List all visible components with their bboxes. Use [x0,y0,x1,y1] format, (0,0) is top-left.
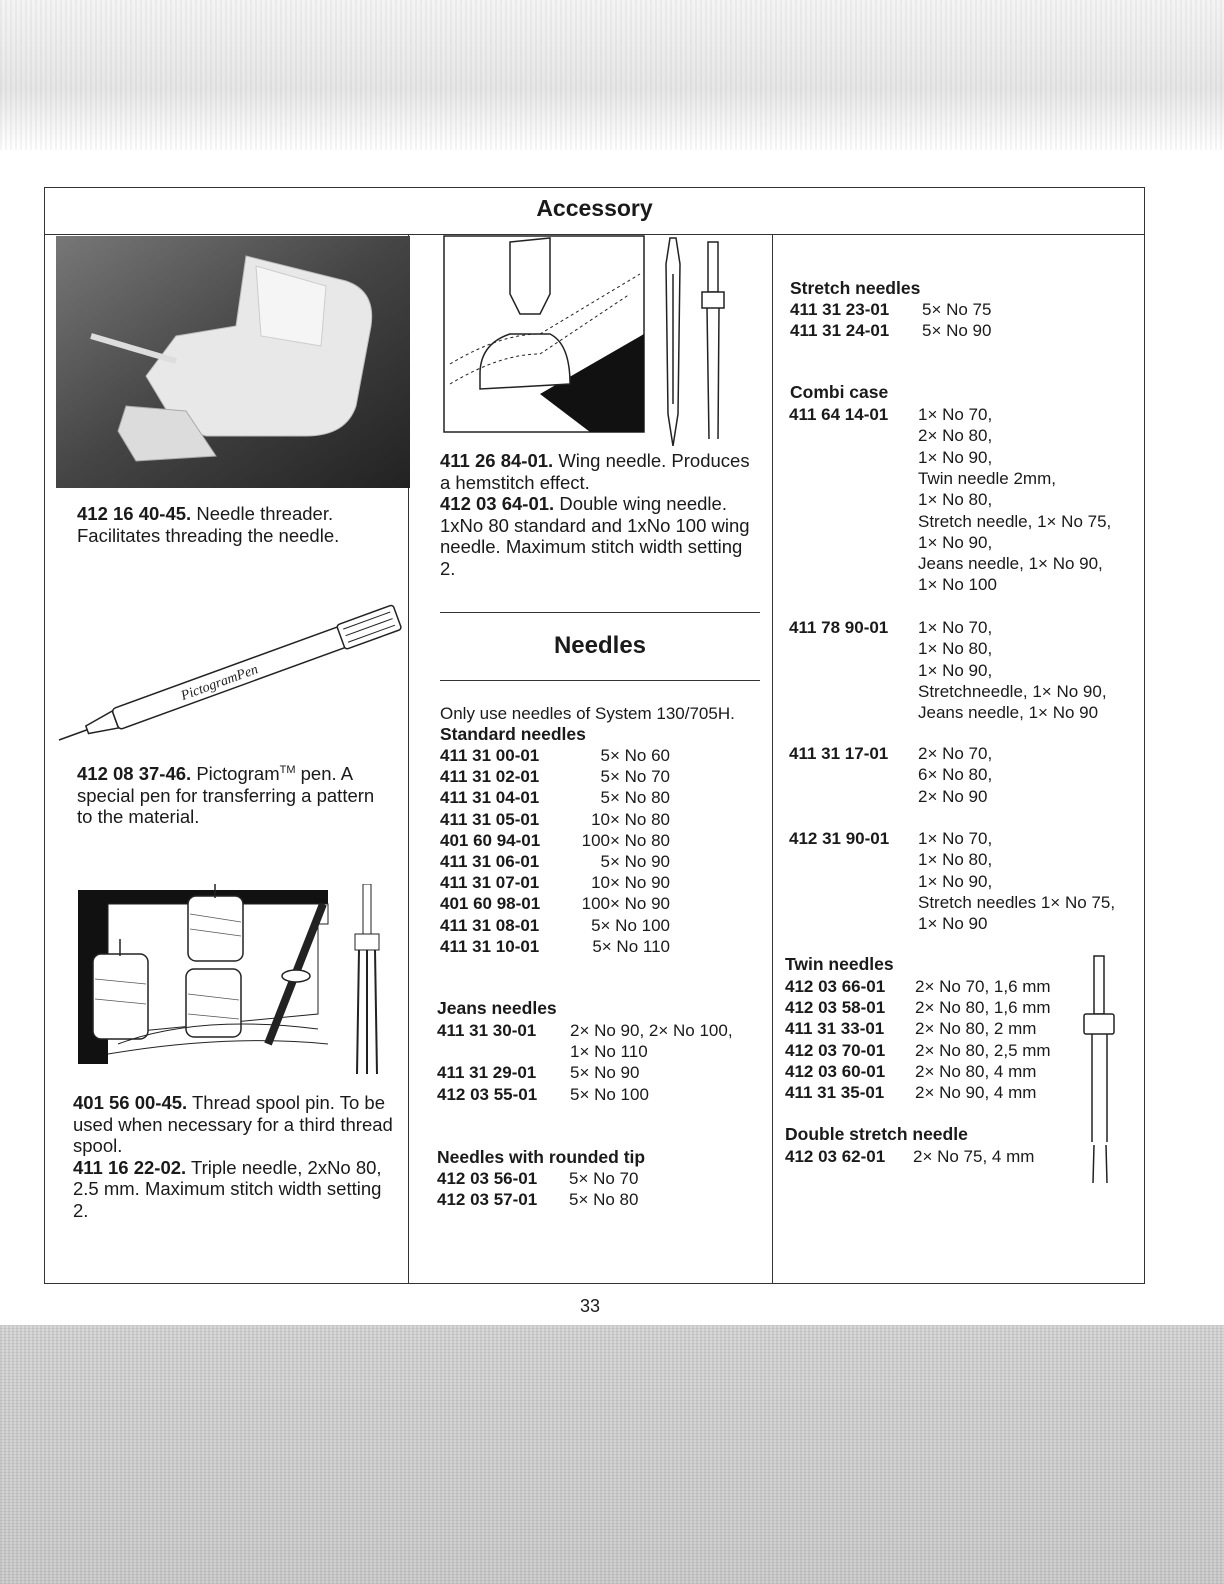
pictogram-pen-caption [77,760,389,828]
part-number: 411 31 10-01 [440,936,540,956]
combi-content-line: Stretch needles 1× No 75, [918,892,1116,912]
part-number: 412 03 70-01 [785,1040,886,1060]
part-number: 411 31 00-01 [440,746,540,765]
part-number: 412 03 60-01 [785,1061,886,1081]
standard-needles-title: Standard needles [440,724,586,744]
needle-row [785,1061,1115,1082]
part-number: 412 03 55-01 [437,1084,538,1104]
quantity-size: 5× No 90 [570,1063,640,1083]
pictogram-pen-text-a: Pictogram [196,763,280,785]
needle-row [790,299,1120,320]
quantity-size: 5× No 75 [922,300,992,319]
pictogram-pen-code: 412 08 37-46. [77,763,192,785]
quantity-size: 5× No 80 [600,788,670,808]
needles-rule-bottom [440,680,760,681]
double-stretch-title: Double stretch needle [785,1124,968,1144]
combi-part-number: 411 31 17-01 [789,744,889,763]
needle-row [440,745,770,766]
quantity-size: 5× No 100 [570,1084,649,1104]
needle-row [440,872,770,893]
needle-row [785,997,1115,1018]
part-number: 412 03 62-01 [785,1147,886,1166]
quantity-size: 5× No 70 [569,1169,639,1188]
triple-needle-code: 411 16 22-02. [73,1156,187,1178]
combi-content-line: Jeans needle, 1× No 90, [918,554,1103,574]
needle-row [785,1018,1115,1039]
pen-label: PictogramPen [179,662,261,704]
scan-bottom-margin [0,1325,1224,1584]
part-number: 411 31 33-01 [785,1019,885,1039]
quantity-size: 5× No 90 [600,852,670,871]
pictogram-pen-text-b: pen. A special pen for transferring a pattern to the material. [77,763,375,828]
combi-content-line: 1× No 90, [918,532,993,552]
combi-part-number: 411 64 14-01 [789,405,889,424]
part-number: 412 03 66-01 [785,977,886,996]
part-number: 412 03 57-01 [437,1190,538,1210]
double-wing-text: Double wing needle. 1xNo 80 standard and 1xNo 100 wing needle. Maximum stitch width setting 2. [440,493,750,579]
needle-row [440,830,770,851]
page-number: 33 [579,1296,601,1316]
rounded-tip-title: Needles with rounded tip [437,1147,646,1167]
quantity-size: 2× No 75, 4 mm [913,1147,1035,1166]
pictogram-pen-image [55,598,411,744]
quantity-size: 2× No 90, 2× No 100, [570,1021,733,1040]
combi-content-line: Stretchneedle, 1× No 90, [918,681,1107,701]
quantity-size: 2× No 80, 2,5 mm [915,1040,1051,1060]
needle-row [440,851,770,872]
double-wing-code: 412 03 64-01. [440,493,555,514]
part-number: 401 60 94-01 [440,830,541,850]
part-number: 411 31 04-01 [440,788,540,808]
combi-part-number: 411 78 90-01 [789,618,889,637]
needle-row [440,893,770,914]
combi-content-line: 1× No 90, [918,660,993,680]
part-number: 411 31 07-01 [440,873,540,893]
quantity-size: 100× No 90 [581,894,670,914]
wing-needle-text: Wing needle. Produces a hemstitch effect. [440,450,750,493]
system-note: Only use needles of System 130/705H. [440,704,735,723]
needles-rule-top [440,612,760,613]
part-number: 411 31 08-01 [440,915,540,935]
combi-part-number: 412 31 90-01 [789,829,890,848]
quantity-size: 2× No 80, 4 mm [915,1061,1037,1081]
twin-needle-icon [1080,954,1120,1144]
needle-row [437,1084,767,1105]
quantity-size: 5× No 100 [591,915,670,935]
needle-row [785,1146,1115,1167]
part-number: 401 60 98-01 [440,894,541,914]
quantity-size: 1× No 110 [570,1042,648,1062]
part-number: 411 31 02-01 [440,767,540,787]
combi-content-line: 1× No 70, [918,618,993,637]
part-number: 411 31 24-01 [790,321,890,341]
spool-pin-caption [73,1092,393,1221]
combi-content-line: 1× No 80, [918,490,993,510]
quantity-size: 5× No 80 [569,1190,639,1210]
trademark: TM [279,764,296,776]
wing-needle-image [440,234,740,446]
needle-row [437,1020,767,1041]
thread-spool-image [78,884,390,1074]
column-divider-2 [772,234,773,1284]
needle-row [437,1168,767,1189]
quantity-size: 100× No 80 [581,830,670,850]
needle-row [785,1040,1115,1061]
part-number: 411 31 05-01 [440,809,540,829]
combi-content-line: 1× No 70, [918,405,993,424]
combi-content-line: 2× No 70, [918,744,993,763]
combi-content-line: 1× No 90, [918,871,993,891]
part-number: 412 03 58-01 [785,998,886,1018]
quantity-size: 2× No 90, 4 mm [915,1083,1037,1102]
quantity-size: 10× No 80 [591,809,670,829]
quantity-size: 2× No 80, 2 mm [915,1019,1037,1039]
needle-row [785,1082,1115,1103]
part-number: 412 03 56-01 [437,1169,538,1188]
needles-heading: Needles [553,632,647,659]
wing-needle-code: 411 26 84-01. [440,450,554,471]
part-number: 411 31 35-01 [785,1083,885,1102]
quantity-size: 5× No 110 [592,936,670,956]
part-number: 411 31 23-01 [790,300,890,319]
combi-case-title: Combi case [790,382,889,402]
twin-needles-title: Twin needles [785,954,894,974]
double-stretch-needle-icon [1085,1145,1115,1185]
combi-content-line: Stretch needle, 1× No 75, [918,511,1112,531]
combi-content-line: 6× No 80, [918,765,993,785]
needle-row [437,1041,767,1062]
quantity-size: 5× No 70 [600,767,670,787]
combi-content-line: 1× No 100 [918,575,997,595]
quantity-size: 2× No 70, 1,6 mm [915,977,1051,996]
needle-row [440,787,770,808]
combi-content-line: 1× No 90 [918,914,988,934]
needle-row [437,1189,767,1210]
needle-row [437,1062,767,1083]
page-title: Accessory [536,195,653,221]
jeans-needles-title: Jeans needles [437,998,557,1018]
quantity-size: 2× No 80, 1,6 mm [915,998,1051,1018]
needle-threader-image [56,236,410,488]
part-number: 411 31 30-01 [437,1021,537,1040]
combi-content-line: 1× No 90, [918,447,993,467]
quantity-size: 10× No 90 [591,873,670,893]
needle-row [440,915,770,936]
spool-pin-code: 401 56 00-45. [73,1092,188,1113]
triple-needle-text: Triple needle, 2xNo 80, 2.5 mm. Maximum stitch width setting 2. [73,1156,382,1221]
combi-content-line: 2× No 80, [918,426,993,446]
part-number: 411 31 06-01 [440,852,540,871]
quantity-size: 5× No 60 [600,746,670,765]
combi-content-line: 2× No 90 [918,786,988,806]
needle-row [440,809,770,830]
spool-pin-text: Thread spool pin. To be used when necessary for a third thread spool. [73,1092,393,1156]
needle-threader-text: Needle threader. Facilitates threading the needle. [77,503,340,546]
needle-threader-code: 412 16 40-45. [77,503,192,524]
needle-row [790,320,1120,341]
needle-row [440,936,770,957]
scan-top-margin [0,0,1224,150]
part-number: 411 31 29-01 [437,1063,537,1083]
needle-row [785,976,1115,997]
stretch-needles-title: Stretch needles [790,278,921,298]
combi-content-line: Twin needle 2mm, [918,468,1056,488]
needle-threader-caption [77,503,389,546]
wing-needle-caption [440,450,754,579]
needle-row [440,766,770,787]
quantity-size: 5× No 90 [922,321,992,341]
combi-content-line: 1× No 80, [918,850,993,870]
combi-content-line: Jeans needle, 1× No 90 [918,703,1099,723]
combi-content-line: 1× No 70, [918,829,993,848]
combi-content-line: 1× No 80, [918,639,993,659]
